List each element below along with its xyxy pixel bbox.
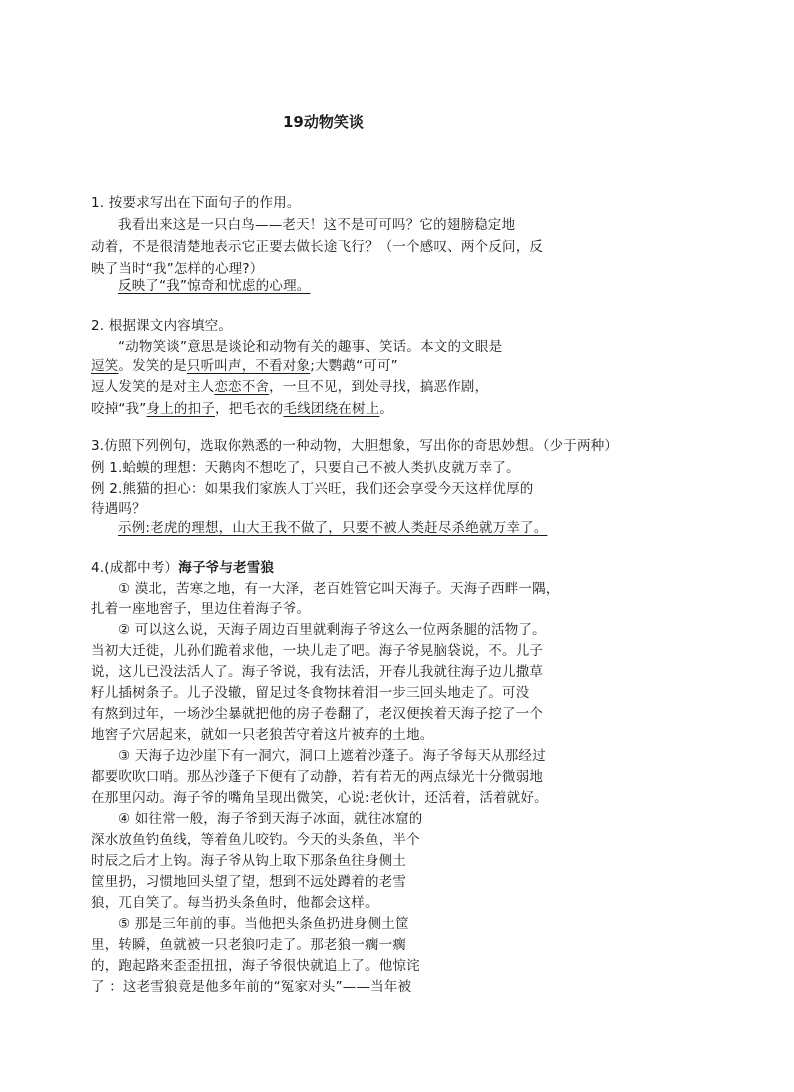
q4-p4-line-3: 时辰之后才上钩。海子爷从钩上取下那条鱼往身侧土 [91,853,407,869]
q1-prompt: 1. 按要求写出在下面句子的作用。 [91,195,301,211]
q2-blank-doxiao: 逗笑 [91,358,119,374]
q3-example-2-line-2: 待遇吗？ [91,501,146,517]
q4-p1-line-2: 扎着一座地窖子，里边住着海子爷。 [91,601,311,617]
q4-p4-line-2: 深水放鱼钓鱼线，等着鱼儿咬钓。今天的头条鱼，半个 [91,832,420,848]
q2-text: 咬掉“我” [91,401,147,417]
q2-line-4 [91,400,393,418]
q3-example-2-line-1: 例 2.熊猫的担心：如果我们家族人丁兴旺，我们还会享受今天这样优厚的 [91,481,534,497]
q4-passage-title: 海子爷与老雪狼 [178,560,275,576]
q2-blank-buttons: 身上的扣子 [146,401,215,417]
q4-p2-line-3: 说，这儿已没法活人了。海子爷说，我有法活，开春儿我就往海子边儿撒草 [91,664,544,680]
q4-p4-line-1: ④ 如往常一般，海子爷到天海子冰面，就往冰窟的 [118,811,423,827]
q4-p2-line-6: 地窖子穴居起来，就如一只老狼苦守着这片被弃的土地。 [91,727,434,743]
q3-answer: 示例:老虎的理想，山大王我不做了，只要不被人类赶尽杀绝就万幸了。 [118,520,548,536]
q4-p1-line-1: ① 漠北，苦寒之地，有一大泽，老百姓管它叫天海子。天海子西畔一隅， [118,581,560,597]
q4-p2-line-1: ② 可以这么说，天海子周边百里就剩海子爷这么一位两条腿的活物了。 [118,622,546,638]
q4-p2-line-4: 籽儿插树条子。儿子没辙，留足过冬食物抹着泪一步三回头地走了。可没 [91,685,530,701]
q3-example-1: 例 1.蛤蟆的理想：天鹅肉不想吃了，只要自己不被人类扒皮就万幸了。 [91,460,520,476]
q4-p3-line-1: ③ 天海子边沙崖下有一洞穴，洞口上遮着沙蓬子。海子爷每天从那经过 [118,748,546,764]
q2-blank-voice: 只听叫声，不看对象 [186,358,311,374]
q2-line-2 [91,357,398,375]
q2-prompt: 2. 根据课文内容填空。 [91,318,233,334]
q1-quote-line-2: 动着，不是很清楚地表示它正要去做长途飞行？（一个感叹、两个反问，反 [91,239,544,255]
q2-blank-attachment: 恋恋不舍 [214,379,270,395]
page-title: 19动物笑谈 [283,113,364,131]
q2-text: 。 [379,401,394,417]
q4-p3-line-2: 都要吹吹口哨。那丛沙蓬子下便有了动静，若有若无的两点绿光十分微弱地 [91,769,544,785]
q2-text: 。发笑的是 [118,358,187,374]
q3-prompt: 3.仿照下列例句，选取你熟悉的一种动物，大胆想象，写出你的奇思妙想。（少于两种） [91,438,619,454]
q4-p2-line-2: 当初大迁徙，儿孙们跪着求他，一块儿走了吧。海子爷晃脑袋说，不。儿子 [91,643,544,659]
q4-p3-line-3: 在那里闪动。海子爷的嘴角呈现出微笑，心说:老伙计，还活着，活着就好。 [91,790,548,806]
q1-answer: 反映了“我”惊奇和忧虑的心理。 [118,278,311,294]
q4-p5-line-1: ⑤ 那是三年前的事。当他把头条鱼扔进身侧土筐 [118,916,409,932]
q2-text: ，一旦不见，到处寻找，搞恶作剧， [269,379,489,395]
q4-p5-line-4: 了 ：这老雪狼竟是他多年前的“冤家对头”——当年被 [91,979,412,995]
q2-text: 逗人发笑的是对主人 [91,379,215,395]
q1-quote-line-3: 映了当时“我”怎样的心理?） [91,261,264,277]
q2-text: ;大鹦鹉“可可” [310,358,398,374]
q2-blank-yarn: 毛线团绕在树上 [283,401,380,417]
q2-text: ，把毛衣的 [215,401,284,417]
q4-p4-line-4: 筐里扔，习惯地回头望了望，想到不远处蹲着的老雪 [91,874,407,890]
q4-p4-line-5: 狼，兀自笑了。每当扔头条鱼时，他都会这样。 [91,895,379,911]
q2-line-3 [91,378,488,396]
q4-p5-line-3: 的，跑起路来歪歪扭扭，海子爷很快就追上了。他惊诧 [91,958,420,974]
q4-heading [91,559,274,577]
q4-p5-line-2: 里，转瞬，鱼就被一只老狼叼走了。那老狼一瘸一瘸 [91,937,407,953]
q1-quote-line-1: 我看出来这是一只白鸟——老天！这不是可可吗？它的翅膀稳定地 [118,217,516,233]
q4-source: 4.(成都中考） [91,560,179,576]
q2-line-1: “动物笑谈”意思是谈论和动物有关的趣事、笑话。本文的文眼是 [118,339,503,355]
q4-p2-line-5: 有熬到过年，一场沙尘暴就把他的房子卷翻了，老汉便挨着天海子挖了一个 [91,706,544,722]
